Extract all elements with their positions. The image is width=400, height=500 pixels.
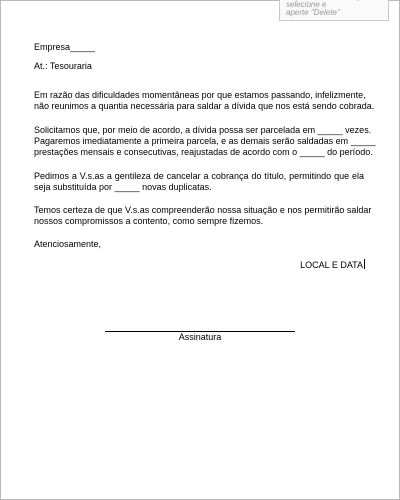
paragraph-line: Pagaremos imediatamente a primeira parcela, e as demais serão saldadas em _____ [34, 136, 376, 146]
instruction-tooltip [279, 0, 389, 21]
paragraph-line: Solicitamos que, por meio de acordo, a dívida possa ser parcelada em _____ vezes. [34, 125, 372, 135]
paragraph-line: Em razão das dificuldades momentâneas por que estamos passando, infelizmente, [34, 90, 366, 100]
paragraph-line: prestações mensais e consecutivas, reajustadas de acordo com o _____ do período. [34, 147, 373, 157]
place-and-date-text: LOCAL E DATA [300, 260, 363, 270]
paragraph-line: seja substituída por _____ novas duplicatas. [34, 182, 212, 192]
place-and-date[interactable] [300, 259, 365, 271]
paragraph-financial-difficulty[interactable] [34, 90, 375, 112]
paragraph-installments[interactable] [34, 125, 376, 158]
paragraph-cancel-title[interactable] [34, 171, 364, 193]
recipient-company[interactable]: Empresa_____ [34, 42, 96, 52]
paragraph-line: Pedimos a V.s.as a gentileza de cancelar a cobrança do título, permitindo que ela [34, 171, 364, 181]
text-cursor [364, 259, 365, 269]
signature-label[interactable]: Assinatura [178, 332, 222, 342]
paragraph-line: Temos certeza de que V.s.as compreenderão nossa situação e nos permitirão saldar [34, 205, 372, 215]
paragraph-line: nossos compromissos a contento, como sempre fizemos. [34, 216, 264, 226]
paragraph-understanding[interactable] [34, 205, 372, 227]
tooltip-line: selecione e [286, 0, 327, 9]
paragraph-line: não reunimos a quantia necessária para saldar a dívida que nos está sendo cobrada. [34, 101, 375, 111]
closing-salutation[interactable]: Atenciosamente, [34, 239, 102, 249]
attention-line[interactable]: At.: Tesouraria [34, 61, 92, 71]
tooltip-line: aperte "Delete" [286, 8, 340, 17]
